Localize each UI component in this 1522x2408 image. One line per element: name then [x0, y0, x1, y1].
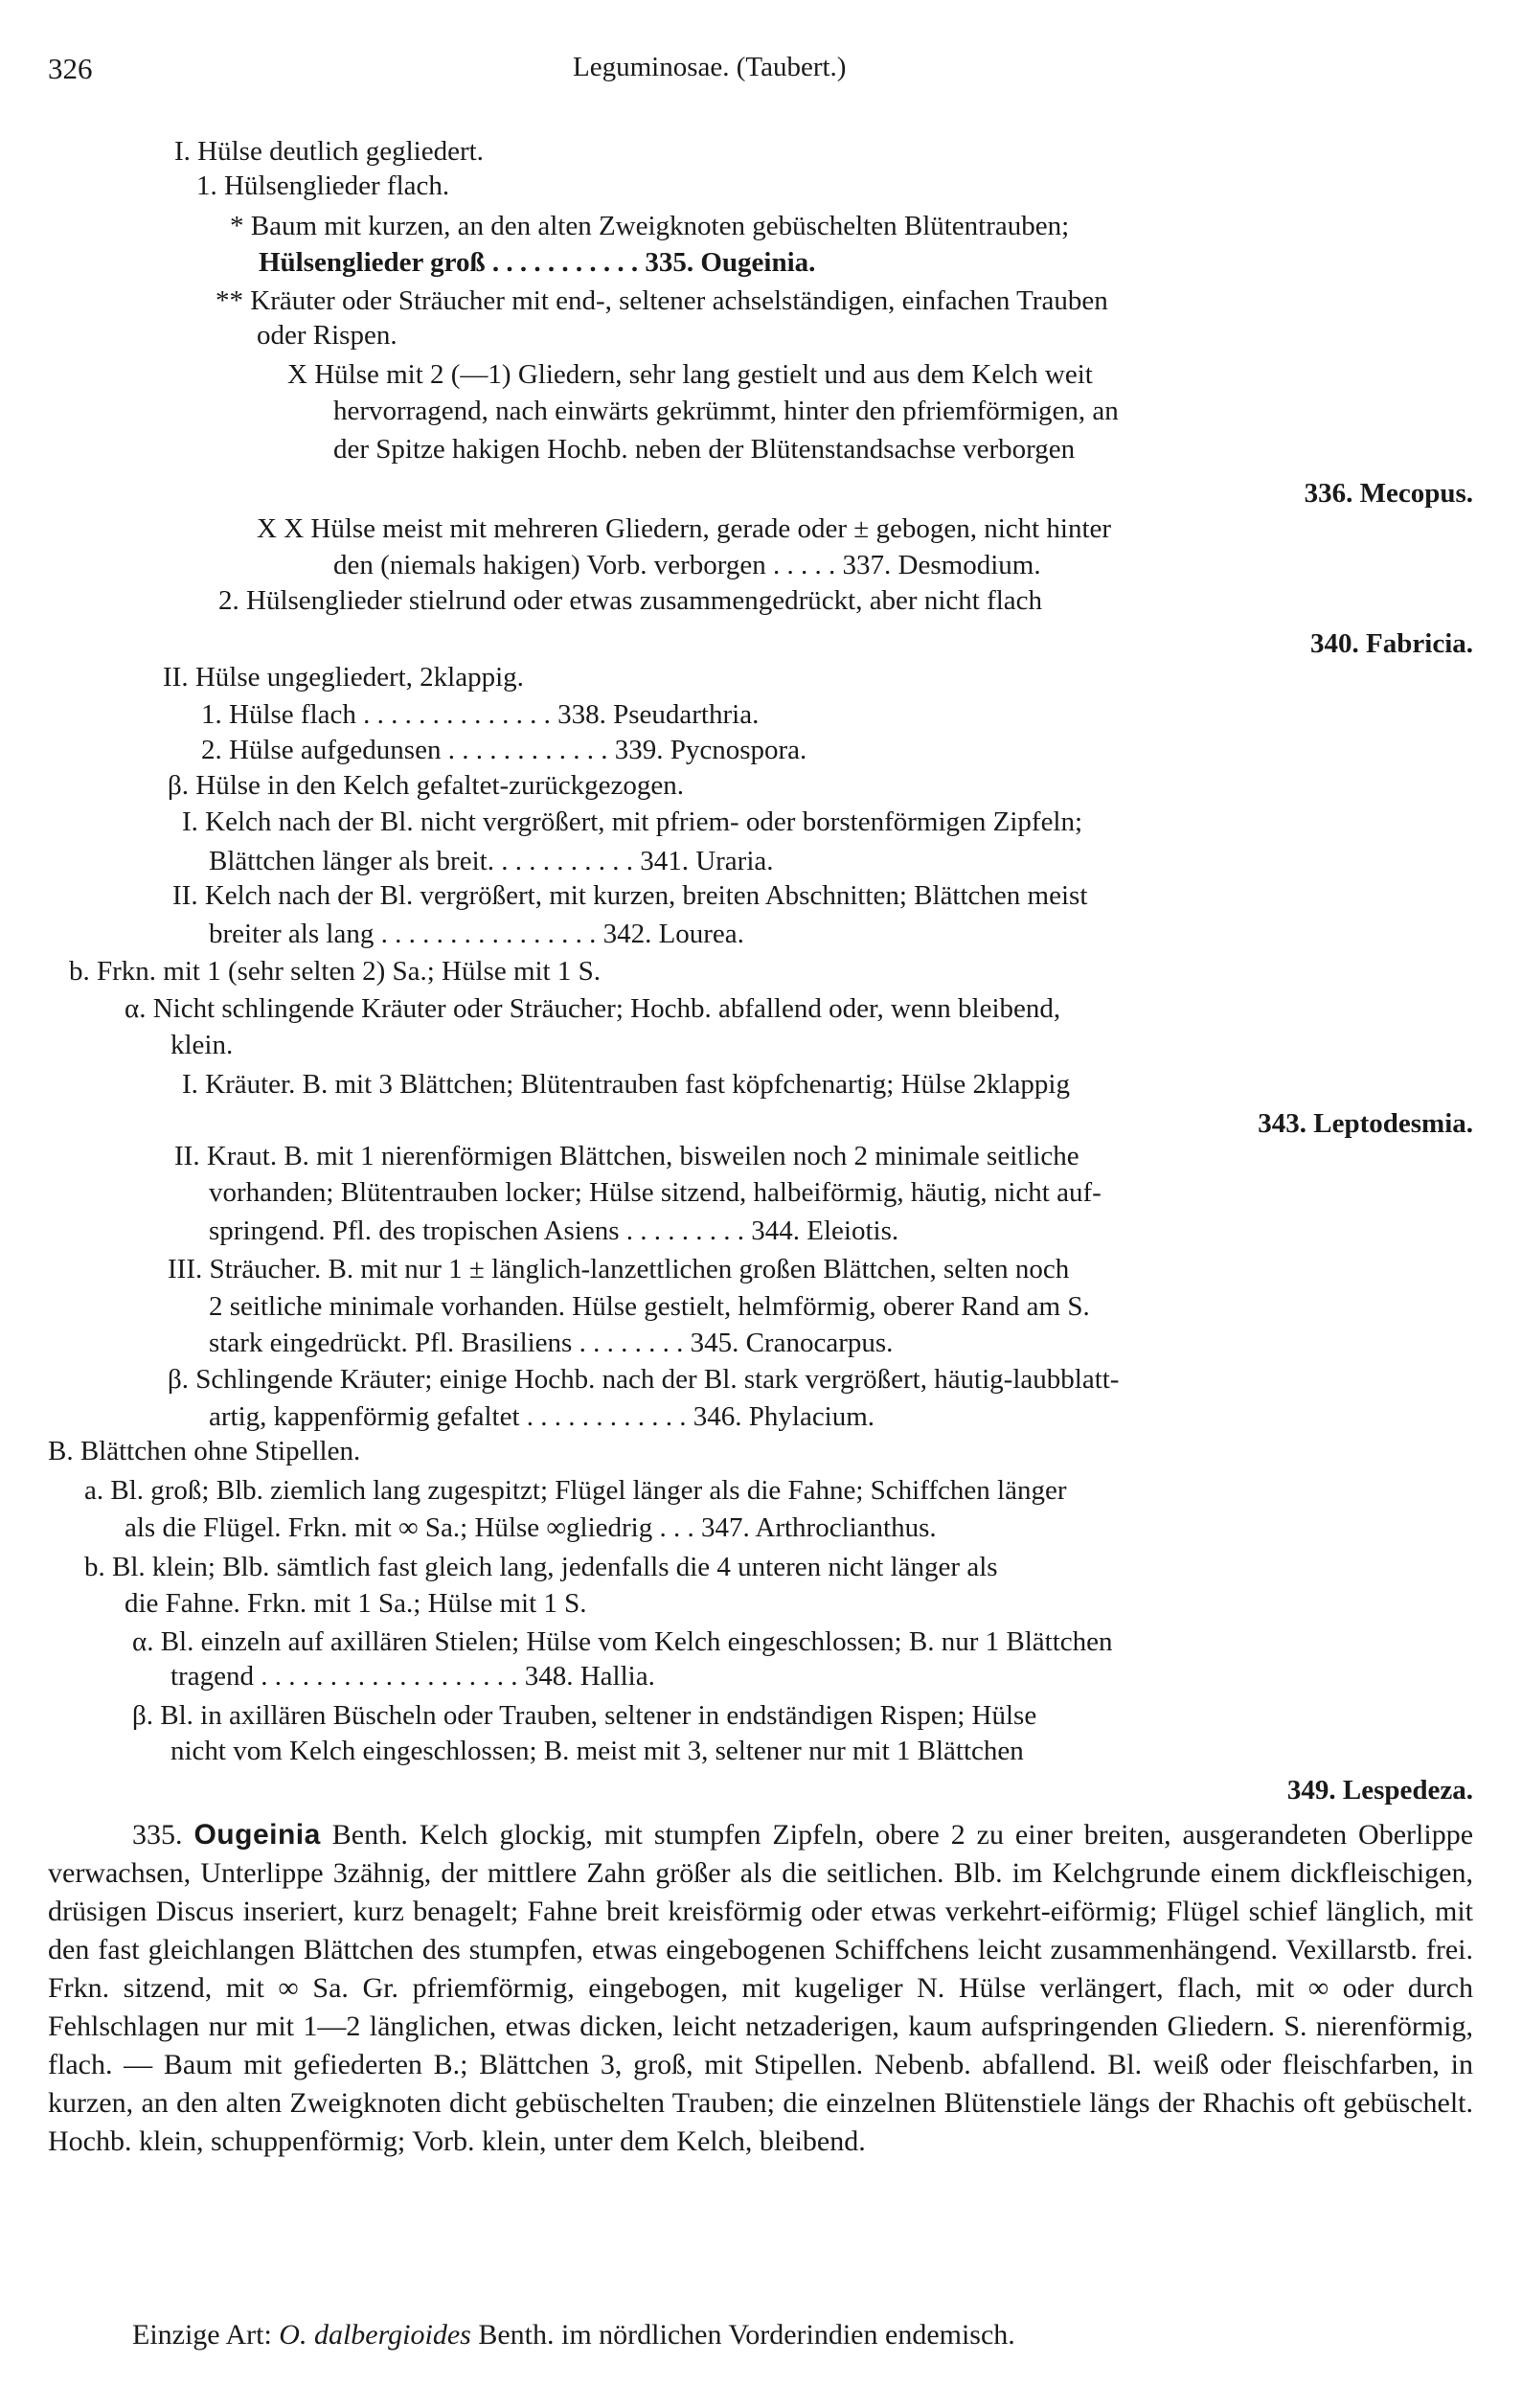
key-line: Blättchen länger als breit. . . . . . . . . . . 341. Uraria. — [209, 846, 774, 876]
key-line: 1. Hülse flach . . . . . . . . . . . . . . 338. Pseudarthria. — [201, 699, 760, 730]
key-line: der Spitze hakigen Hochb. neben der Blütenstandsachse verborgen — [333, 434, 1076, 465]
key-line: tragend . . . . . . . . . . . . . . . . . . . 348. Hallia. — [170, 1661, 655, 1692]
species-prefix: Einzige Art: — [132, 2319, 272, 2351]
key-line: breiter als lang . . . . . . . . . . . . . . . . 342. Lourea. — [209, 919, 744, 949]
key-line: Hülsenglieder groß . . . . . . . . . . . 335. Ougeinia. — [259, 247, 816, 278]
key-line: springend. Pfl. des tropischen Asiens . . . . . . . . . 344. Eleiotis. — [209, 1215, 899, 1246]
key-line: klein. — [170, 1030, 234, 1060]
key-line: b. Bl. klein; Blb. sämtlich fast gleich lang, jedenfalls die 4 unteren nicht länger als — [84, 1552, 998, 1582]
key-line: 2. Hülsenglieder stielrund oder etwas zusammengedrückt, aber nicht flach — [218, 585, 1043, 616]
genus-number: 335. — [132, 1819, 183, 1851]
key-line: a. Bl. groß; Blb. ziemlich lang zugespitzt; Flügel länger als die Fahne; Schiffchen länger — [84, 1475, 1067, 1506]
key-line: die Fahne. Frkn. mit 1 Sa.; Hülse mit 1 S. — [125, 1588, 587, 1619]
key-line: I. Kelch nach der Bl. nicht vergrößert, mit pfriem- oder borstenförmigen Zipfeln; — [182, 806, 1083, 837]
key-line: III. Sträucher. B. mit nur 1 ± länglich-lanzettlichen großen Blättchen, selten noch — [168, 1254, 1070, 1284]
key-line: 1. Hülsenglieder flach. — [196, 170, 450, 201]
key-line: I. Hülse deutlich gegliedert. — [174, 136, 484, 167]
key-line: I. Kräuter. B. mit 3 Blättchen; Blütentrauben fast köpfchenartig; Hülse 2klappig — [182, 1069, 1070, 1100]
key-line: vorhanden; Blütentrauben locker; Hülse sitzend, halbeiförmig, häutig, nicht auf- — [209, 1177, 1102, 1208]
key-line: 2. Hülse aufgedunsen . . . . . . . . . . . . 339. Pycnospora. — [201, 735, 807, 765]
key-line: II. Kraut. B. mit 1 nierenförmigen Blättchen, bisweilen noch 2 minimale seitliche — [174, 1141, 1079, 1171]
key-line: * Baum mit kurzen, an den alten Zweigknoten gebüschelten Blütentrauben; — [230, 211, 1070, 241]
key-line: nicht vom Kelch eingeschlossen; B. meist mit 3, seltener nur mit 1 Blättchen — [170, 1736, 1024, 1766]
key-line: hervorragend, nach einwärts gekrümmt, hinter den pfriemförmigen, an — [333, 396, 1119, 426]
page-number: 326 — [48, 52, 93, 85]
genus-description — [48, 1816, 1473, 2161]
key-line: 336. Mecopus. — [1304, 478, 1473, 509]
key-line: II. Kelch nach der Bl. vergrößert, mit kurzen, breiten Abschnitten; Blättchen meist — [172, 880, 1088, 911]
key-line: b. Frkn. mit 1 (sehr selten 2) Sa.; Hülse mit 1 S. — [69, 956, 601, 987]
key-line: β. Bl. in axillären Büscheln oder Trauben, seltener in endständigen Rispen; Hülse — [132, 1700, 1037, 1731]
key-line: B. Blättchen ohne Stipellen. — [48, 1436, 361, 1466]
key-line: oder Rispen. — [257, 320, 398, 351]
key-line: 349. Lespedeza. — [1286, 1775, 1473, 1806]
key-line: II. Hülse ungegliedert, 2klappig. — [163, 662, 524, 693]
key-line: 343. Leptodesmia. — [1258, 1108, 1473, 1139]
key-line: 2 seitliche minimale vorhanden. Hülse gestielt, helmförmig, oberer Rand am S. — [209, 1291, 1090, 1322]
species-suffix: Benth. im nördlichen Vorderindien endemisch. — [478, 2319, 1015, 2351]
key-line: 340. Fabricia. — [1310, 628, 1473, 659]
species-note — [132, 2316, 1473, 2354]
key-line: als die Flügel. Frkn. mit ∞ Sa.; Hülse ∞gliedrig . . . 347. Arthroclianthus. — [125, 1512, 937, 1543]
species-name: O. dalbergioides — [279, 2319, 471, 2351]
key-line: X Hülse mit 2 (—1) Gliedern, sehr lang gestielt und aus dem Kelch weit — [287, 359, 1093, 390]
key-line: X X Hülse meist mit mehreren Gliedern, gerade oder ± gebogen, nicht hinter — [257, 513, 1112, 544]
key-line: den (niemals hakigen) Vorb. verborgen . . . . . 337. Desmodium. — [333, 550, 1041, 580]
key-line: artig, kappenförmig gefaltet . . . . . . . . . . . . 346. Phylacium. — [209, 1401, 875, 1432]
key-line: α. Bl. einzeln auf axillären Stielen; Hülse vom Kelch eingeschlossen; B. nur 1 Blättchen — [132, 1626, 1113, 1657]
key-line: α. Nicht schlingende Kräuter oder Sträucher; Hochb. abfallend oder, wenn bleibend, — [125, 993, 1061, 1024]
key-line: β. Hülse in den Kelch gefaltet-zurückgezogen. — [168, 770, 684, 801]
genus-text: Benth. Kelch glockig, mit stumpfen Zipfeln, obere 2 zu einer breiten, ausgerandeten Oberlippe verwachsen, Unterlippe 3zähnig, der mittlere Zahn größer als die seitlichen. Blb. im Kelchgrunde einem dickfleischigen, drüsigen Discus inseriert, kurz benagelt; Fahne breit kreisförmig oder etwas verkehrt-eiförmig; Flügel schief länglich, mit den fast gleichlangen Blättchen des stumpfen, etwas eingebogenen Schiffchens leicht zusammenhängend. Vexillarstb. frei. Frkn. sitzend, mit ∞ Sa. Gr. pfriemförmig, eingebogen, mit kugeliger N. Hülse verlängert, flach, mit ∞ oder durch Fehlschlagen nur mit 1—2 länglichen, etwas dicken, leicht netzaderigen, kaum aufspringenden Gliedern. S. nierenförmig, flach. — Baum mit gefiederten B.; Blättchen 3, groß, mit Stipellen. Nebenb. abfallend. Bl. weiß oder fleischfarben, in kurzen, an den alten Zweigknoten dicht gebüschelten Trauben; die einzelnen Blütenstiele längs der Rhachis oft gebüschelt. Hochb. klein, schuppenförmig; Vorb. klein, unter dem Kelch, bleibend. — [48, 1819, 1474, 2157]
running-title: Leguminosae. (Taubert.) — [573, 52, 847, 82]
key-line: ** Kräuter oder Sträucher mit end-, seltener achselständigen, einfachen Trauben — [216, 285, 1108, 316]
genus-name: Ougeinia — [193, 1819, 321, 1851]
key-line: β. Schlingende Kräuter; einige Hochb. nach der Bl. stark vergrößert, häutig-laubblatt- — [168, 1364, 1120, 1395]
key-line: stark eingedrückt. Pfl. Brasiliens . . . . . . . . 345. Cranocarpus. — [209, 1328, 894, 1358]
